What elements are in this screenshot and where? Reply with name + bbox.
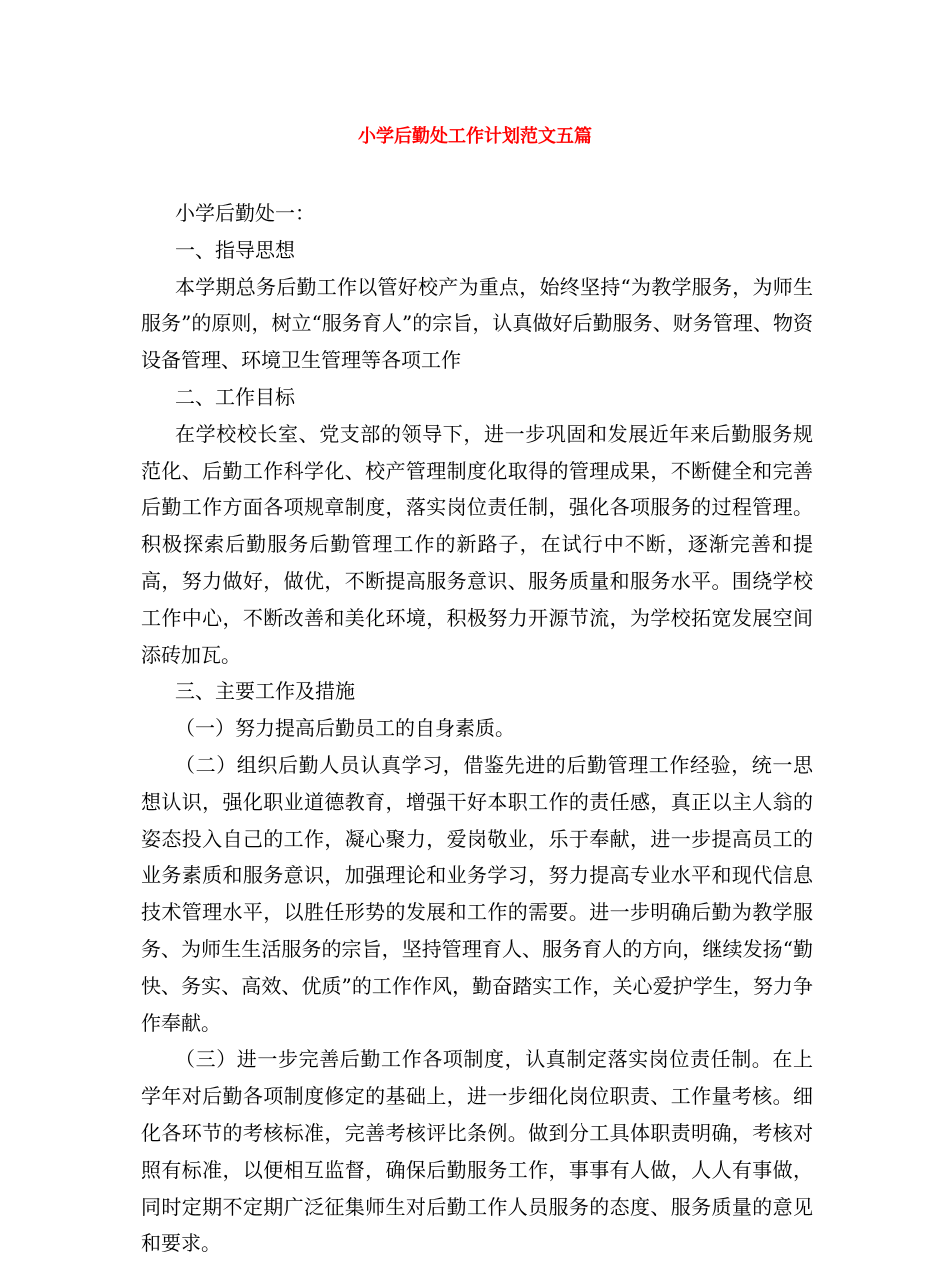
paragraph-work-goals: 在学校校长室、党支部的领导下，进一步巩固和发展近年来后勤服务规范化、后勤工作科学化、校产管理制度化取得的管理成果，不断健全和完善后勤工作方面各项规章制度，落实岗位责任制，强化各项服务的过程管理。积极探索后勤服务后勤管理工作的新路子，在试行中不断，逐渐完善和提高，努力做好，做优，不断提高服务意识、服务质量和服务水平。围绕学校工作中心，不断改善和美化环境，积极努力开源节流，为学校拓宽发展空间添砖加瓦。 bbox=[141, 421, 813, 667]
paragraph-heading-guiding-thought: 一、指导思想 bbox=[175, 237, 295, 262]
paragraph-section-heading: 小学后勤处一： bbox=[175, 201, 315, 225]
paragraph-item-1: （一）努力提高后勤员工的自身素质。 bbox=[175, 716, 515, 741]
document-title: 小学后勤处工作计划范文五篇 bbox=[358, 126, 592, 147]
document-body bbox=[141, 195, 813, 1262]
paragraph-item-3: （三）进一步完善后勤工作各项制度，认真制定落实岗位责任制。在上学年对后勤各项制度修定的基础上，进一步细化岗位职责、工作量考核。细化各环节的考核标准，完善考核评比条例。做到分工具体职责明确，考核对照有标准，以便相互监督，确保后勤服务工作，事事有人做，人人有事做，同时定期不定期广泛征集师生对后勤工作人员服务的态度、服务质量的意见和要求。 bbox=[141, 1047, 813, 1256]
paragraph-heading-work-goals: 二、工作目标 bbox=[175, 384, 295, 409]
paragraph-guiding-thought: 本学期总务后勤工作以管好校产为重点，始终坚持“为教学服务，为师生服务”的原则，树立“服务育人”的宗旨，认真做好后勤服务、财务管理、物资设备管理、环境卫生管理等各项工作 bbox=[141, 274, 813, 373]
paragraph-heading-main-work: 三、主要工作及措施 bbox=[175, 679, 355, 704]
paragraph-item-2: （二）组织后勤人员认真学习，借鉴先进的后勤管理工作经验，统一思想认识，强化职业道德教育，增强干好本职工作的责任感，真正以主人翁的姿态投入自己的工作，凝心聚力，爱岗敬业，乐于奉献，进一步提高员工的业务素质和服务意识，加强理论和业务学习，努力提高专业水平和现代信息技术管理水平，以胜任形势的发展和工作的需要。进一步明确后勤为教学服务、为师生生活服务的宗旨，坚持管理育人、服务育人的方向，继续发扬“勤快、务实、高效、优质”的工作作风，勤奋踏实工作，关心爱护学生，努力争作奉献。 bbox=[141, 752, 813, 1035]
